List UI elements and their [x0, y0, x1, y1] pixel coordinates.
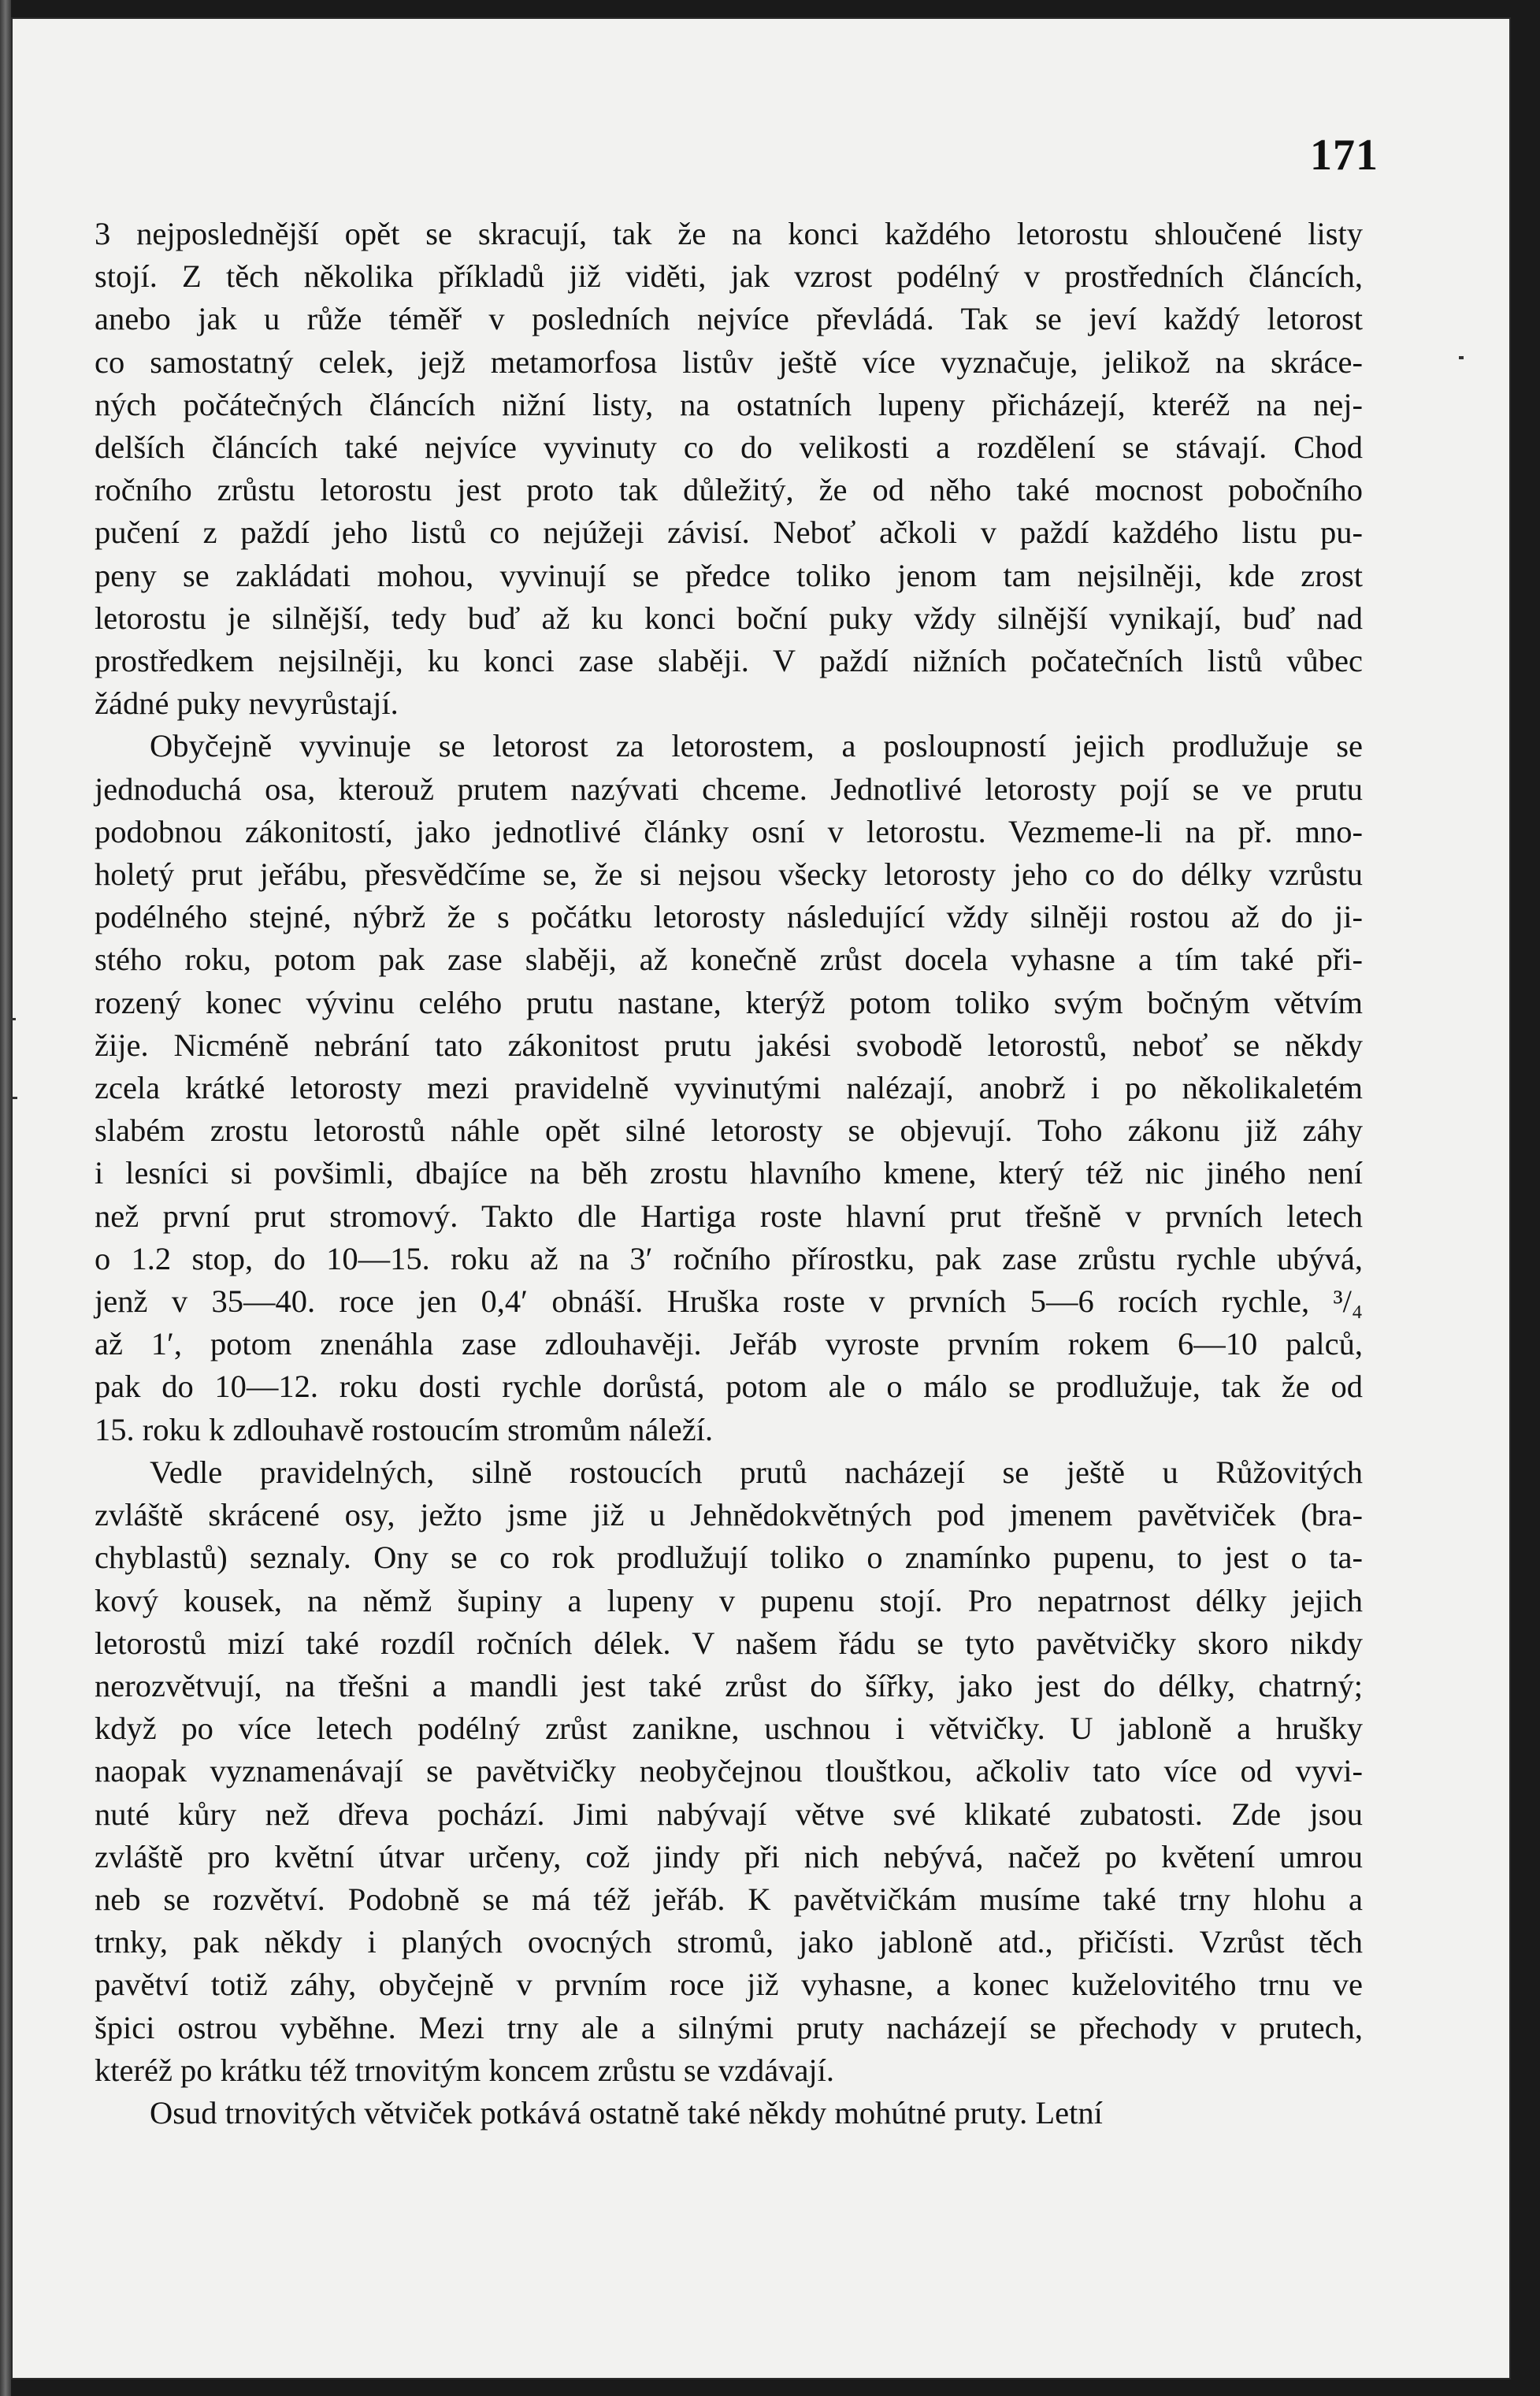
text-line: Obyčejně vyvinuje se letorost za letorostem, a posloupností jejich prodlužuje se [150, 728, 1363, 764]
text-line: Vedle pravidelných, silně rostoucích prutů nacházejí se ještě u Růžovitých [150, 1454, 1363, 1490]
text-line: stého roku, potom pak zase slaběji, až konečně zrůst docela vyhasne a tím také při- [95, 942, 1363, 978]
text-line: jednoduchá osa, kterouž prutem nazývati chceme. Jednotlivé letorosty pojí se ve prutu [95, 771, 1363, 807]
text-line: stojí. Z těch několika příkladů již viděti, jak vzrost podélný v prostředních článcích, [95, 258, 1363, 295]
page-number: 171 [1310, 131, 1379, 180]
text-line: holetý prut jeřábu, přesvědčíme se, že si nejsou všecky letorosty jeho co do délky vzrůstu [95, 856, 1363, 893]
text-line: co samostatný celek, jejž metamorfosa listův ještě více vyznačuje, jelikož na skrácе- [95, 344, 1363, 380]
paragraph [95, 1451, 1363, 2092]
text-line: pučení z paždí jeho listů co nejúžeji závisí. Neboť ačkoli v paždí každého listu pu- [95, 514, 1363, 551]
body-text [95, 213, 1363, 2134]
text-line: pak do 10—12. roku dosti rychle dorůstá, potom ale o málo se prodlužuje, tak že od [95, 1369, 1363, 1405]
text-line: kteréž po krátku též trnovitým koncem zrůstu se vzdávají. [95, 2052, 835, 2088]
text-line: trnky, pak někdy i planých ovocných stromů, jako jabloně atd., přičísti. Vzrůst těch [95, 1924, 1363, 1960]
paragraph [95, 213, 1363, 725]
text-line: peny se zakládati mohou, vyvinují se předce toliko jenom tam nejsilněji, kde zrost [95, 557, 1363, 593]
text-line: i lesníci si povšimli, dbajíce na běh zrostu hlavního kmene, který též nic jiného není [95, 1155, 1363, 1191]
text-line: ných počátečných článcích nižní listy, na ostatních lupeny přicházejí, kteréž na nej- [95, 386, 1363, 422]
text-line: ročního zrůstu letorostu jest proto tak důležitý, že od něho také mocnost pobočního [95, 472, 1363, 508]
text-line: pavětví totiž záhy, obyčejně v prvním roce již vyhasne, a konec kuželovitého trnu ve [95, 1967, 1363, 2003]
margin-mark [11, 1097, 17, 1099]
text-line: zvláště pro květní útvar určeny, což jindy při nich nebývá, načež po květení umrou [95, 1838, 1363, 1874]
text-line: chyblastů) seznaly. Ony se co rok prodlužují toliko o znamínko pupenu, to jest o ta- [95, 1540, 1363, 1576]
text-line: slabém zrostu letorostů náhle opět silné letorosty se objevují. Toho zákonu již záhy [95, 1113, 1363, 1149]
paragraph [95, 725, 1363, 1451]
text-line: jenž v 35—40. roce jen 0,4′ obnáší. Hruška roste v prvních 5—6 rocích rychle, ³/₄ [95, 1283, 1363, 1320]
text-line: žádné puky nevyrůstají. [95, 685, 399, 722]
margin-mark [11, 1018, 16, 1020]
text-line: zvláště skrácené osy, ježto jsme již u Jehnědokvětných pod jmenem pavětviček (bra- [95, 1497, 1363, 1533]
text-line: 15. roku k zdlouhavě rostoucím stromům náleží. [95, 1411, 714, 1447]
text-line: prostředkem nejsilněji, ku konci zase slaběji. V paždí nižních počatečních listů vůbec [95, 643, 1363, 679]
text-line: letorostů mizí také rozdíl ročních délek. V našem řádu se tyto pavětvičky skoro nikdy [95, 1625, 1363, 1661]
paragraph [95, 2092, 1363, 2134]
margin-mark [1459, 356, 1464, 359]
text-line: Osud trnovitých větviček potkává ostatně také někdy mohútné pruty. Letní [150, 2094, 1103, 2130]
text-line: zcela krátké letorosty mezi pravidelně vyvinutými nalézají, anobrž i po několikaletém [95, 1070, 1363, 1106]
text-line: než první prut stromový. Takto dle Hartiga roste hlavní prut třešně v prvních letech [95, 1198, 1363, 1234]
text-line: naopak vyznamenávají se pavětvičky neobyčejnou tlouštkou, ačkoliv tato více od vyvi- [95, 1753, 1363, 1789]
text-line: anebo jak u růže téměř v posledních nejvíce převládá. Tak se jeví každý letorost [95, 301, 1363, 337]
text-line: až 1′, potom znenáhla zase zdlouhavěji. Jeřáb vyroste prvním rokem 6—10 palců, [95, 1326, 1363, 1362]
scan-left-edge [0, 0, 11, 2396]
text-line: delších článcích také nejvíce vyvinuty co do velikosti a rozdělení se stávají. Chod [95, 429, 1363, 466]
text-line: když po více letech podélný zrůst zanikne, uschnou i větvičky. U jabloně a hrušky [95, 1711, 1363, 1747]
text-line: neb se rozvětví. Podobně se má též jeřáb. K pavětvičkám musíme také trny hlohu a [95, 1881, 1363, 1917]
text-line: 3 nejposlednější opět se skracují, tak že na konci každého letorostu shloučené listy [95, 216, 1363, 251]
text-line: rozený konec vývinu celého prutu nastane, kterýž potom toliko svým bočným větvím [95, 984, 1363, 1020]
text-line: špici ostrou vyběhne. Mezi trny ale a silnými pruty nacházejí se přechody v prutech, [95, 2009, 1363, 2045]
text-line: podélného stejné, nýbrž že s počátku letorosty následující vždy silněji rostou až do ji- [95, 899, 1363, 935]
text-line: o 1.2 stop, do 10—15. roku až na 3′ ročního přírostku, pak zase zrůstu rychle ubývá, [95, 1240, 1363, 1276]
text-line: podobnou zákonitostí, jako jednotlivé články osní v letorostu. Vezmeme-li na př. mno- [95, 813, 1363, 849]
text-line: kový kousek, na němž šupiny a lupeny v pupenu stojí. Pro nepatrnost délky jejich [95, 1582, 1363, 1618]
text-line: letorostu je silnější, tedy buď až ku konci boční puky vždy silnější vynikají, buď nad [95, 600, 1363, 636]
text-line: nerozvětvují, na třešni a mandli jest také zrůst do šířky, jako jest do délky, chatrný; [95, 1667, 1363, 1703]
text-line: žije. Nicméně nebrání tato zákonitost prutu jakési svobodě letorostů, neboť se někdy [95, 1027, 1363, 1063]
text-line: nuté kůry než dřeva pochází. Jimi nabývají větve své klikaté zubatosti. Zde jsou [95, 1796, 1363, 1832]
